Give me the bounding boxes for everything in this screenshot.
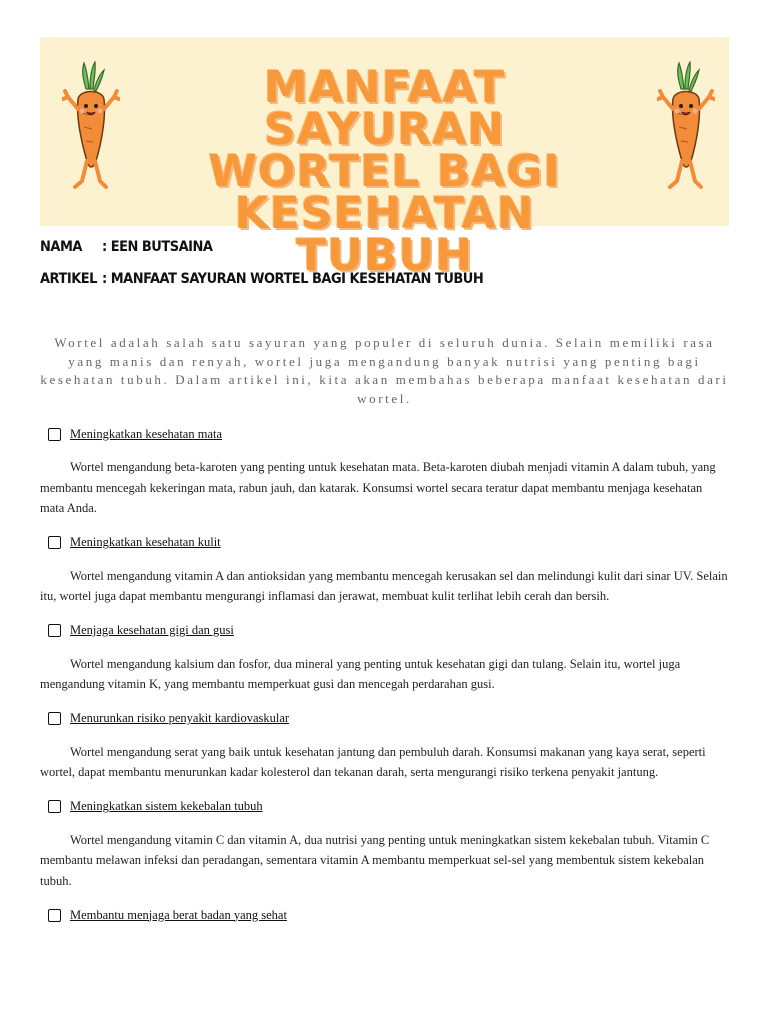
artikel-value: : MANFAAT SAYURAN WORTEL BAGI KESEHATAN TUBUH xyxy=(102,271,484,288)
banner-title-line: WORTEL BAGI xyxy=(208,146,561,197)
section-body: Wortel mengandung vitamin C dan vitamin A, dua nutrisi yang penting untuk meningkatkan sistem kekebalan tubuh. Vitamin C membantu melawan infeksi dan peradangan, sementara vitamin A membantu memperkuat sel-sel yang membentuk sistem kekebalan tubuh. xyxy=(40,832,710,888)
section-heading xyxy=(40,905,729,925)
banner-title-line: KESEHATAN TUBUH xyxy=(234,188,535,281)
section-body: Wortel mengandung beta-karoten yang penting untuk kesehatan mata. Beta-karoten diubah menjadi vitamin A dalam tubuh, yang membantu mencegah kekeringan mata, rabun jauh, dan katarak. Konsumsi wortel secara teratur dapat membantu menjaga kesehatan mata Anda. xyxy=(40,460,716,515)
nama-value: : EEN BUTSAINA xyxy=(102,239,213,256)
banner-title-line: MANFAAT SAYURAN xyxy=(263,62,506,155)
checkbox-icon[interactable] xyxy=(48,712,61,725)
checkbox-icon[interactable] xyxy=(48,428,61,441)
section-body: Wortel mengandung vitamin A dan antioksidan yang membantu mencegah kerusakan sel dan melindungi kulit dari sinar UV. Selain itu, wortel juga dapat membantu mengurangi inflamasi dan jerawat, membuat kulit terlihat lebih cerah dan bersih. xyxy=(40,568,728,603)
sections-list xyxy=(40,424,729,925)
section-item xyxy=(40,709,729,783)
section-title: Meningkatkan sistem kekebalan tubuh xyxy=(70,799,263,813)
section-heading xyxy=(40,621,729,641)
section-title: Menjaga kesehatan gigi dan gusi xyxy=(70,623,234,637)
checkbox-icon[interactable] xyxy=(48,624,61,637)
carrot-character-icon xyxy=(62,61,120,201)
section-body: Wortel mengandung kalsium dan fosfor, dua mineral yang penting untuk kesehatan gigi dan tulang. Selain itu, wortel juga mengandung vitamin K, yang membantu memperkuat gusi dan mencegah perdarahan gusi. xyxy=(40,656,681,691)
banner-title xyxy=(140,62,629,281)
meta-artikel-row xyxy=(40,271,483,288)
checkbox-icon[interactable] xyxy=(48,536,61,549)
artikel-label: ARTIKEL xyxy=(40,271,97,288)
section-heading xyxy=(40,709,729,729)
section-heading xyxy=(40,424,729,444)
checkbox-icon[interactable] xyxy=(48,909,61,922)
nama-label: NAMA xyxy=(40,239,82,256)
section-heading xyxy=(40,533,729,553)
carrot-character-icon xyxy=(657,61,715,201)
section-item xyxy=(40,424,729,519)
section-item xyxy=(40,621,729,695)
section-item xyxy=(40,905,729,925)
section-heading xyxy=(40,797,729,817)
section-item xyxy=(40,533,729,607)
checkbox-icon[interactable] xyxy=(48,800,61,813)
section-body: Wortel mengandung serat yang baik untuk kesehatan jantung dan pembuluh darah. Konsumsi makanan yang kaya serat, seperti wortel, dapat membantu menurunkan kadar kolesterol dan tekanan darah, serta mengurangi risiko terkena penyakit jantung. xyxy=(40,744,706,779)
meta-nama-row xyxy=(40,239,212,256)
section-title: Membantu menjaga berat badan yang sehat xyxy=(70,907,287,922)
section-item xyxy=(40,797,729,892)
section-title: Menurunkan risiko penyakit kardiovaskular xyxy=(70,711,290,725)
section-title: Meningkatkan kesehatan mata xyxy=(70,426,223,441)
section-title: Meningkatkan kesehatan kulit xyxy=(70,535,221,549)
intro-paragraph: Wortel adalah salah satu sayuran yang populer di seluruh dunia. Selain memiliki rasa yang manis dan renyah, wortel juga mengandung banyak nutrisi yang penting bagi kesehatan tubuh. Dalam artikel ini, kita akan membahas beberapa manfaat kesehatan dari wortel. xyxy=(40,335,729,406)
